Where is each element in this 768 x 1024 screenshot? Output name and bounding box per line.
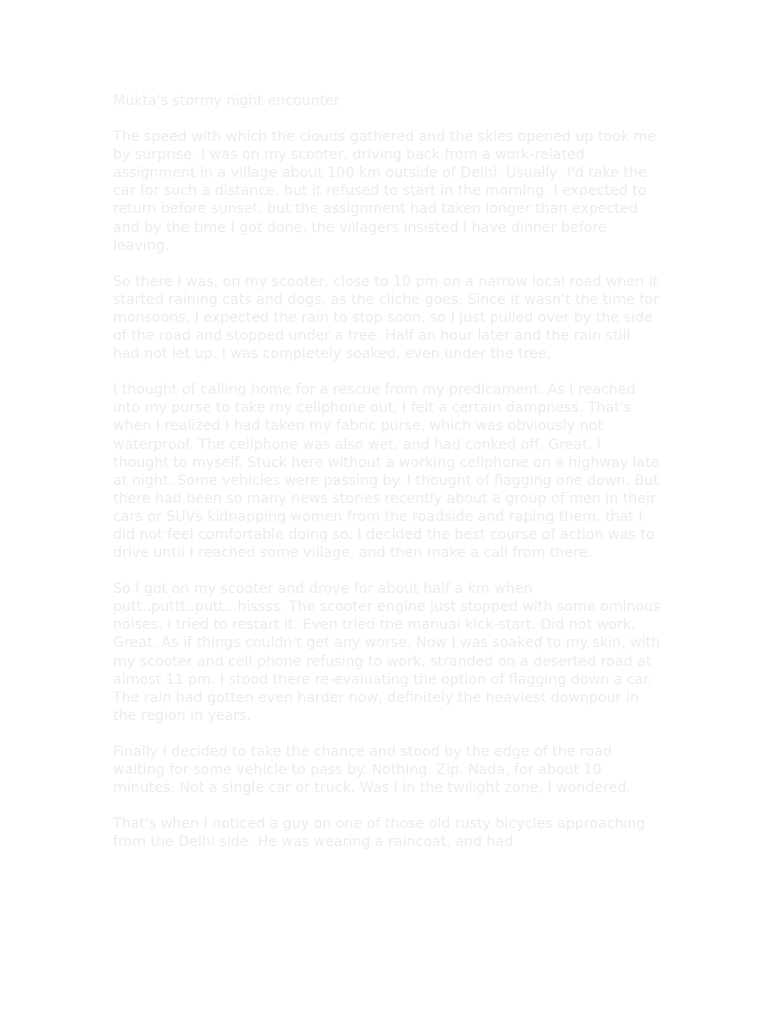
document-title: Mukta's stormy night encounter xyxy=(113,93,340,109)
paragraph-4: So I got on my scooter and drove for about half a km when putt..puttt..putt...hissss. The scooter engine just stopped with some ominous noises. I tried to restart it. Even tried the manual kick-start. Did not work. Great. As if things couldn't get any worse. Now I was soaked to my skin, with my scooter and cell phone refusing to work, stranded on a deserted road at almost 11 pm. I stood there re-evaluating the option of flagging down a car. The rain had gotten even harder now, definitely the heaviest downpour in the region in years. xyxy=(113,581,661,724)
paragraph-1: The speed with which the clouds gathered and the skies opened up took me by surprise. I was on my scooter, driving back from a work-related assignment in a village about 100 km outside of Delhi. Usually, I'd take the car for such a distance, but it refused to start in the morning. I expected to return before sunset, but the assignment had taken longer than expected and by the time I got done, the villagers insisted I have dinner before leaving. xyxy=(113,129,657,254)
paragraph-6: That's when I noticed a guy on one of those old rusty bicycles approaching from the Delhi side. He was wearing a raincoat, and had xyxy=(113,816,646,851)
paragraph-3: I thought of calling home for a rescue from my predicament. As I reached into my purse to take my cellphone out, I felt a certain dampness. That's when I realized I had taken my fabric purse, which was obviously not waterproof. The cellphone was also wet, and had conked off. Great, I thought to myself. Stuck here without a working cellphone on a highway late at night. Some vehicles were passing by. I thought of flagging one down. But there had been so many news stories recently about a group of men in their cars or SUVs kidnapping women from the roadside and raping them, that I did not feel comfortable doing so. I decided the best course of action was to drive until I reached some village, and then make a call from there. xyxy=(113,382,660,562)
paragraph-2: So there I was, on my scooter, close to 10 pm on a narrow local road when it started raining cats and dogs, as the cliche goes. Since it wasn't the time for monsoons, I expected the rain to stop soon, so I just pulled over by the side of the road and stopped under a tree. Half an hour later and the rain still had not let up. I was completely soaked, even under the tree. xyxy=(113,273,659,363)
document-page xyxy=(113,92,661,869)
paragraph-5: Finally I decided to take the chance and stood by the edge of the road waiting for some vehicle to pass by. Nothing. Zip. Nada, for about 10 minutes. Not a single car or truck. Was I in the twilight zone, I wondered. xyxy=(113,743,631,797)
